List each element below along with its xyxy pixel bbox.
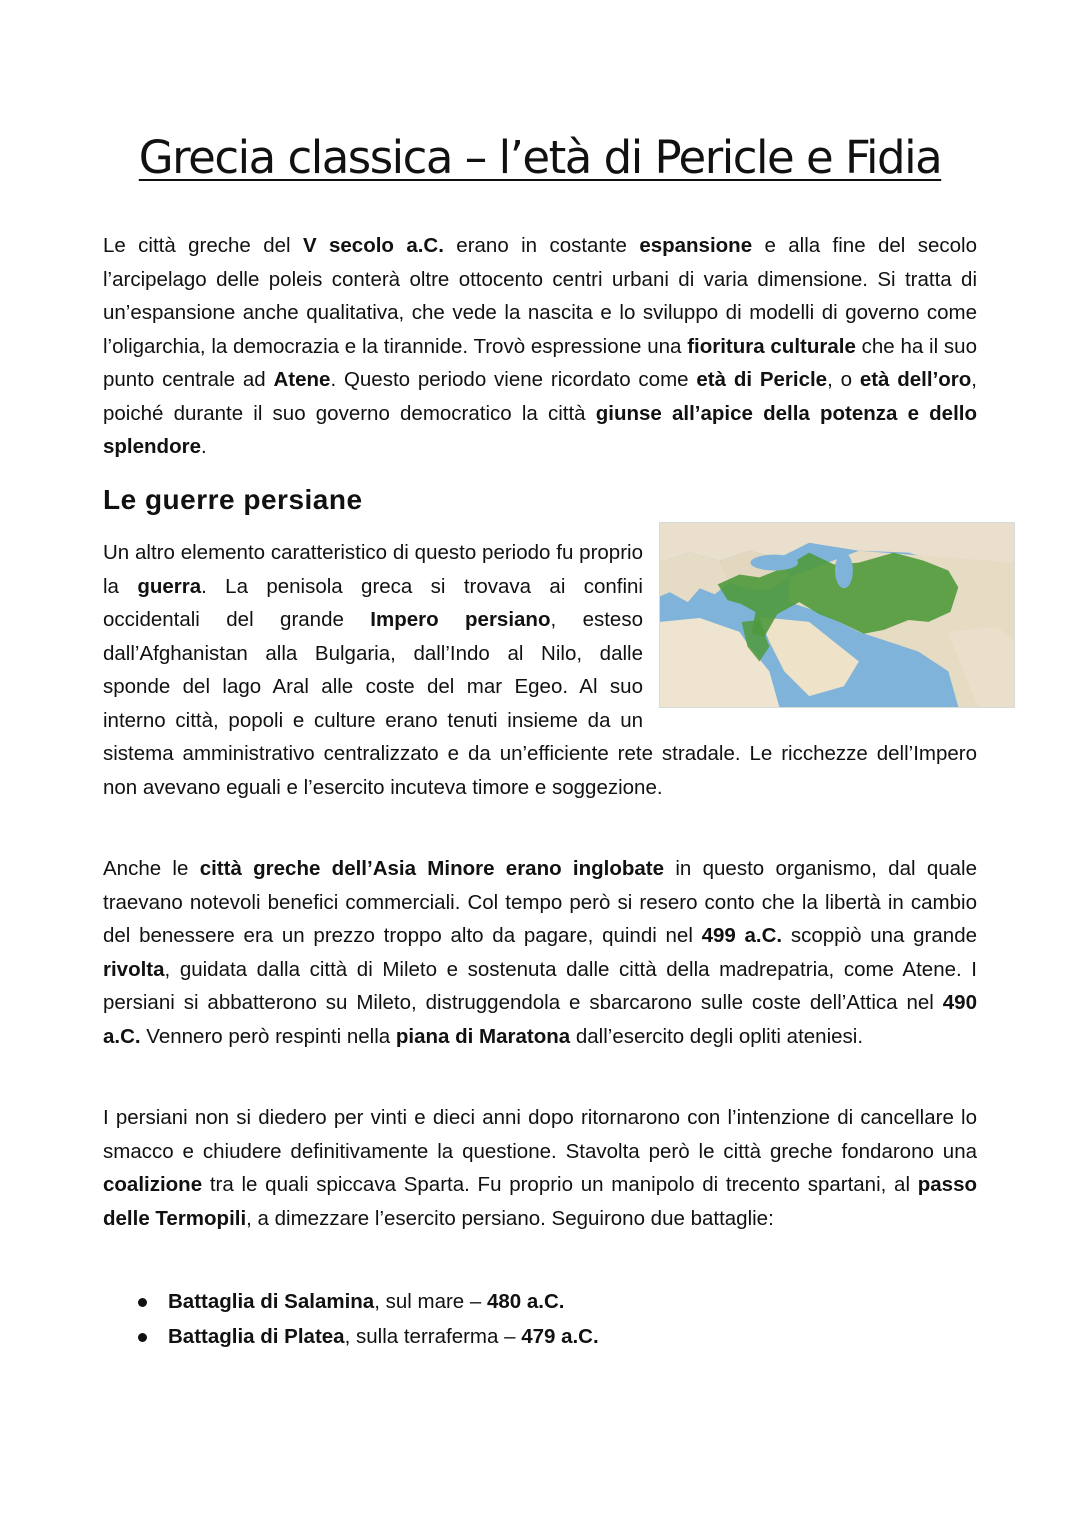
bullet-icon [138, 1333, 147, 1342]
paragraph-war: Un altro elemento caratteristico di questo periodo fu proprio la guerra. La penisola greca si trovava ai confini occidentali del grande Impero persiano, esteso dall’Afghanistan alla Bulgaria, dall’Indo al Nilo, dalle sponde del lago Aral alle coste del mar Egeo. Al suo interno città, popoli e culture erano tenuti insieme da un sistema amministrativo centralizzato e da un’efficiente rete stradale. Le ricchezze dell’Impero non avevano eguali e l’esercito incuteva timore e soggezione. [103, 536, 977, 804]
map-black-sea [750, 555, 798, 571]
battles-list [103, 1284, 977, 1354]
bullet-icon [138, 1298, 147, 1307]
list-item: Battaglia di Salamina, sul mare – 480 a.C. [103, 1284, 977, 1319]
paragraph-revolt: Anche le città greche dell’Asia Minore erano inglobate in questo organismo, dal quale traevano notevoli benefici commerciali. Col tempo però si resero conto che la libertà in cambio del benessere era un prezzo troppo alto da pagare, quindi nel 499 a.C. scoppiò una grande rivolta, guidata dalla città di Mileto e sostenuta dalle città della madrepatria, come Atene. I persiani si abbatterono su Mileto, distruggendola e sbarcarono sulle coste dell’Attica nel 490 a.C. Vennero però respinti nella piana di Maratona dall’esercito degli opliti ateniesi. [103, 857, 977, 1048]
paragraph-coalition: I persiani non si diedero per vinti e dieci anni dopo ritornarono con l’intenzione di cancellare lo smacco e chiudere definitivamente la questione. Stavolta però le città greche fondarono una coalizione tra le quali spiccava Sparta. Fu proprio un manipolo di trecento spartani, al passo delle Termopili, a dimezzare l’esercito persiano. Seguirono due battaglie: [103, 1106, 977, 1230]
page-title: Grecia classica – l’età di Pericle e Fidia [138, 131, 942, 184]
list-item: Battaglia di Platea, sulla terraferma – 479 a.C. [103, 1319, 977, 1354]
map-caspian [835, 553, 853, 589]
intro-paragraph: Le città greche del V secolo a.C. erano in costante espansione e alla fine del secolo l’arcipelago delle poleis conterà oltre ottocento centri urbani di varia dimensione. Si tratta di un’espansione anche qualitativa, che vede la nascita e lo sviluppo di modelli di governo come l’oligarchia, la democrazia e la tirannide. Trovò espressione una fioritura culturale che ha il suo punto centrale ad Atene. Questo periodo viene ricordato come età di Pericle, o età dell’oro, poiché durante il suo governo democratico la città giunse all’apice della potenza e dello splendore. [103, 234, 977, 458]
section-heading: Le guerre persiane [103, 484, 363, 515]
persian-empire-map-icon [659, 522, 1015, 708]
